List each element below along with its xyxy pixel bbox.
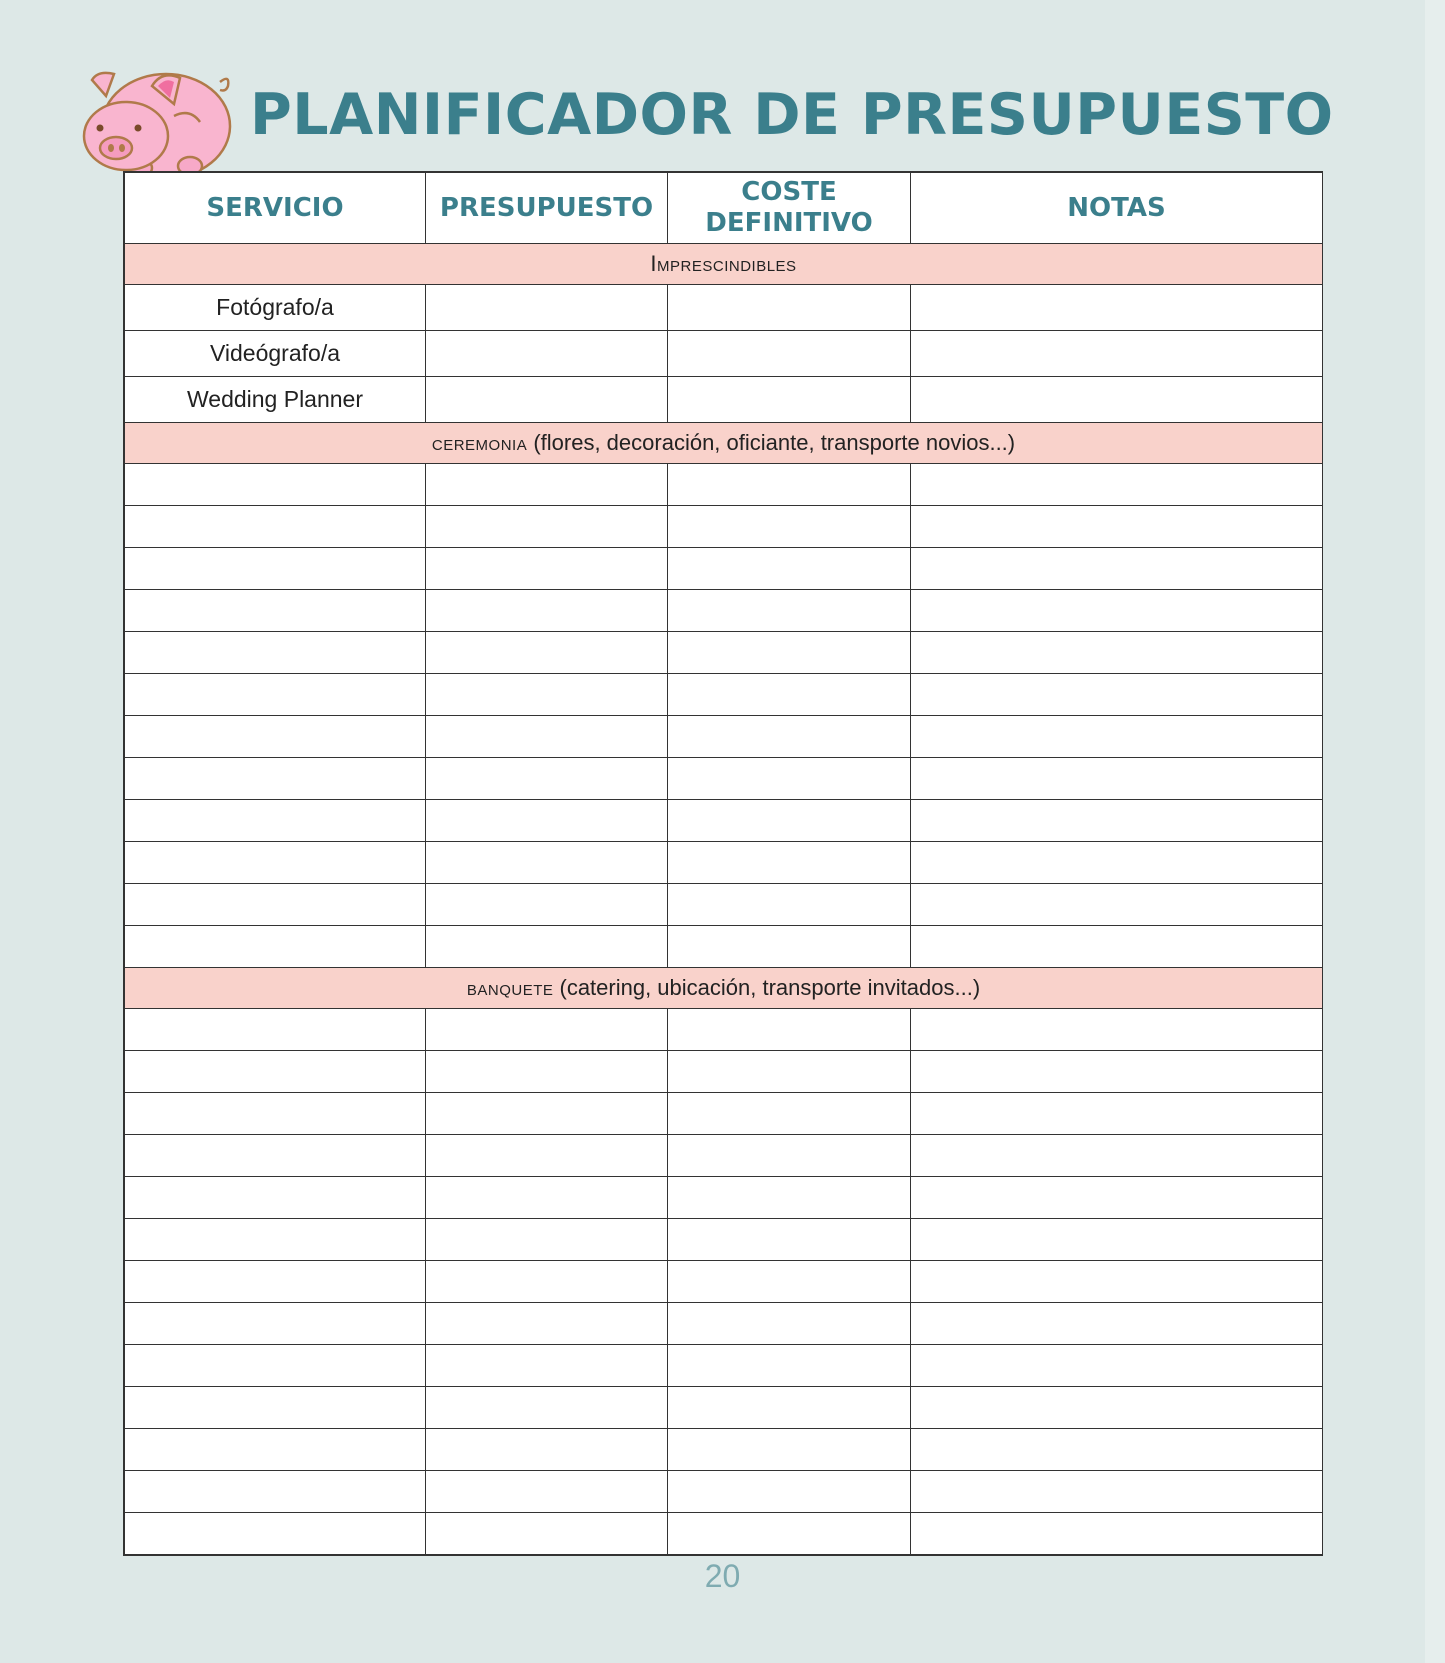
cell-presupuesto[interactable]	[426, 1093, 668, 1135]
cell-notas[interactable]	[911, 1051, 1323, 1093]
cell-notas[interactable]	[911, 716, 1323, 758]
cell-coste[interactable]	[668, 842, 911, 884]
cell-coste[interactable]	[668, 548, 911, 590]
cell-presupuesto[interactable]	[426, 800, 668, 842]
section-label: Imprescindibles	[650, 251, 797, 276]
cell-presupuesto[interactable]	[426, 1261, 668, 1303]
cell-servicio	[125, 1093, 426, 1135]
table-row	[125, 1261, 1323, 1303]
table-row	[125, 464, 1323, 506]
page-title: PLANIFICADOR DE PRESUPUESTO	[250, 82, 1334, 148]
cell-notas[interactable]	[911, 842, 1323, 884]
table-row	[125, 331, 1323, 377]
cell-coste[interactable]	[668, 1471, 911, 1513]
cell-coste[interactable]	[668, 884, 911, 926]
table-row	[125, 632, 1323, 674]
cell-coste[interactable]	[668, 1387, 911, 1429]
table-row	[125, 548, 1323, 590]
cell-coste[interactable]	[668, 1219, 911, 1261]
cell-presupuesto[interactable]	[426, 1177, 668, 1219]
cell-presupuesto[interactable]	[426, 758, 668, 800]
cell-notas[interactable]	[911, 590, 1323, 632]
cell-notas[interactable]	[911, 464, 1323, 506]
cell-servicio	[125, 1009, 426, 1051]
cell-notas[interactable]	[911, 1261, 1323, 1303]
cell-coste[interactable]	[668, 1261, 911, 1303]
cell-servicio	[125, 1051, 426, 1093]
header-notas: NOTAS	[911, 173, 1323, 244]
cell-notas[interactable]	[911, 1135, 1323, 1177]
cell-servicio	[125, 1219, 426, 1261]
table-row	[125, 1303, 1323, 1345]
table-row	[125, 377, 1323, 423]
header-coste-definitivo: COSTE DEFINITIVO	[668, 173, 911, 244]
section-detail: (flores, decoración, oficiante, transporte novios...)	[527, 430, 1016, 455]
cell-coste[interactable]	[668, 1051, 911, 1093]
section-row	[125, 423, 1323, 464]
cell-notas[interactable]	[911, 884, 1323, 926]
cell-coste[interactable]	[668, 1177, 911, 1219]
cell-coste[interactable]	[668, 1135, 911, 1177]
cell-notas[interactable]	[911, 1471, 1323, 1513]
table-row	[125, 716, 1323, 758]
cell-coste[interactable]	[668, 1303, 911, 1345]
cell-presupuesto[interactable]	[426, 884, 668, 926]
cell-notas[interactable]	[911, 506, 1323, 548]
cell-notas[interactable]	[911, 1303, 1323, 1345]
cell-servicio	[125, 674, 426, 716]
section-title	[125, 968, 1323, 1009]
table-row	[125, 800, 1323, 842]
cell-notas[interactable]	[911, 1345, 1323, 1387]
table-row	[125, 1345, 1323, 1387]
cell-servicio	[125, 1177, 426, 1219]
cell-coste[interactable]	[668, 590, 911, 632]
cell-coste[interactable]	[668, 285, 911, 331]
section-detail: (catering, ubicación, transporte invitados...)	[553, 975, 981, 1000]
table-row	[125, 506, 1323, 548]
section-label: banquete	[466, 975, 554, 1000]
cell-presupuesto[interactable]	[426, 331, 668, 377]
cell-presupuesto[interactable]	[426, 1009, 668, 1051]
cell-presupuesto[interactable]	[426, 1219, 668, 1261]
cell-servicio	[125, 464, 426, 506]
cell-notas[interactable]	[911, 1093, 1323, 1135]
cell-presupuesto[interactable]	[426, 1513, 668, 1555]
cell-presupuesto[interactable]	[426, 464, 668, 506]
table-row	[125, 1051, 1323, 1093]
cell-servicio	[125, 842, 426, 884]
cell-coste[interactable]	[668, 926, 911, 968]
cell-presupuesto[interactable]	[426, 842, 668, 884]
cell-servicio: Videógrafo/a	[125, 331, 426, 377]
cell-presupuesto[interactable]	[426, 1471, 668, 1513]
cell-notas[interactable]	[911, 1513, 1323, 1555]
header-row	[125, 173, 1323, 244]
table-row	[125, 1429, 1323, 1471]
cell-presupuesto[interactable]	[426, 548, 668, 590]
cell-servicio	[125, 1471, 426, 1513]
table-row	[125, 1471, 1323, 1513]
cell-notas[interactable]	[911, 377, 1323, 423]
table-row	[125, 590, 1323, 632]
cell-presupuesto[interactable]	[426, 1345, 668, 1387]
table-row	[125, 1093, 1323, 1135]
cell-presupuesto[interactable]	[426, 1135, 668, 1177]
cell-servicio	[125, 1429, 426, 1471]
cell-servicio: Wedding Planner	[125, 377, 426, 423]
cell-notas[interactable]	[911, 926, 1323, 968]
cell-coste[interactable]	[668, 674, 911, 716]
cell-presupuesto[interactable]	[426, 716, 668, 758]
page-number: 20	[704, 1558, 741, 1594]
cell-servicio	[125, 884, 426, 926]
cell-presupuesto[interactable]	[426, 632, 668, 674]
table-row	[125, 758, 1323, 800]
cell-servicio: Fotógrafo/a	[125, 285, 426, 331]
cell-presupuesto[interactable]	[426, 1051, 668, 1093]
section-label: ceremonia	[431, 430, 528, 455]
cell-notas[interactable]	[911, 674, 1323, 716]
cell-notas[interactable]	[911, 758, 1323, 800]
cell-servicio	[125, 1387, 426, 1429]
cell-coste[interactable]	[668, 506, 911, 548]
section-title	[125, 423, 1323, 464]
cell-servicio	[125, 632, 426, 674]
cell-servicio	[125, 1303, 426, 1345]
table-row	[125, 1219, 1323, 1261]
table-row	[125, 1513, 1323, 1555]
cell-presupuesto[interactable]	[426, 590, 668, 632]
cell-presupuesto[interactable]	[426, 506, 668, 548]
table-row	[125, 884, 1323, 926]
cell-presupuesto[interactable]	[426, 1387, 668, 1429]
table-row	[125, 285, 1323, 331]
section-row	[125, 968, 1323, 1009]
cell-presupuesto[interactable]	[426, 285, 668, 331]
header-presupuesto: PRESUPUESTO	[426, 173, 668, 244]
cell-notas[interactable]	[911, 1219, 1323, 1261]
cell-presupuesto[interactable]	[426, 377, 668, 423]
table-row	[125, 674, 1323, 716]
table-row	[125, 926, 1323, 968]
cell-coste[interactable]	[668, 758, 911, 800]
cell-notas[interactable]	[911, 331, 1323, 377]
table-row	[125, 1177, 1323, 1219]
page-edge	[1425, 0, 1445, 1663]
table-row	[125, 1009, 1323, 1051]
section-title	[125, 244, 1323, 285]
cell-servicio	[125, 548, 426, 590]
cell-notas[interactable]	[911, 548, 1323, 590]
cell-coste[interactable]	[668, 632, 911, 674]
section-row	[125, 244, 1323, 285]
cell-notas[interactable]	[911, 1387, 1323, 1429]
cell-coste[interactable]	[668, 800, 911, 842]
cell-coste[interactable]	[668, 1009, 911, 1051]
budget-table	[123, 171, 1323, 1556]
cell-notas[interactable]	[911, 1177, 1323, 1219]
cell-servicio	[125, 926, 426, 968]
cell-coste[interactable]	[668, 1345, 911, 1387]
cell-coste[interactable]	[668, 1429, 911, 1471]
cell-servicio	[125, 1261, 426, 1303]
cell-servicio	[125, 758, 426, 800]
cell-servicio	[125, 716, 426, 758]
cell-servicio	[125, 590, 426, 632]
cell-coste[interactable]	[668, 377, 911, 423]
cell-servicio	[125, 1513, 426, 1555]
header-servicio: SERVICIO	[125, 173, 426, 244]
cell-presupuesto[interactable]	[426, 1303, 668, 1345]
cell-coste[interactable]	[668, 1513, 911, 1555]
cell-coste[interactable]	[668, 331, 911, 377]
cell-servicio	[125, 800, 426, 842]
cell-notas[interactable]	[911, 285, 1323, 331]
cell-coste[interactable]	[668, 464, 911, 506]
cell-presupuesto[interactable]	[426, 1429, 668, 1471]
cell-notas[interactable]	[911, 1429, 1323, 1471]
table-row	[125, 842, 1323, 884]
table-row	[125, 1135, 1323, 1177]
cell-notas[interactable]	[911, 800, 1323, 842]
cell-presupuesto[interactable]	[426, 674, 668, 716]
cell-presupuesto[interactable]	[426, 926, 668, 968]
cell-coste[interactable]	[668, 716, 911, 758]
cell-servicio	[125, 1345, 426, 1387]
table-row	[125, 1387, 1323, 1429]
cell-servicio	[125, 506, 426, 548]
cell-servicio	[125, 1135, 426, 1177]
cell-notas[interactable]	[911, 1009, 1323, 1051]
cell-notas[interactable]	[911, 632, 1323, 674]
cell-coste[interactable]	[668, 1093, 911, 1135]
